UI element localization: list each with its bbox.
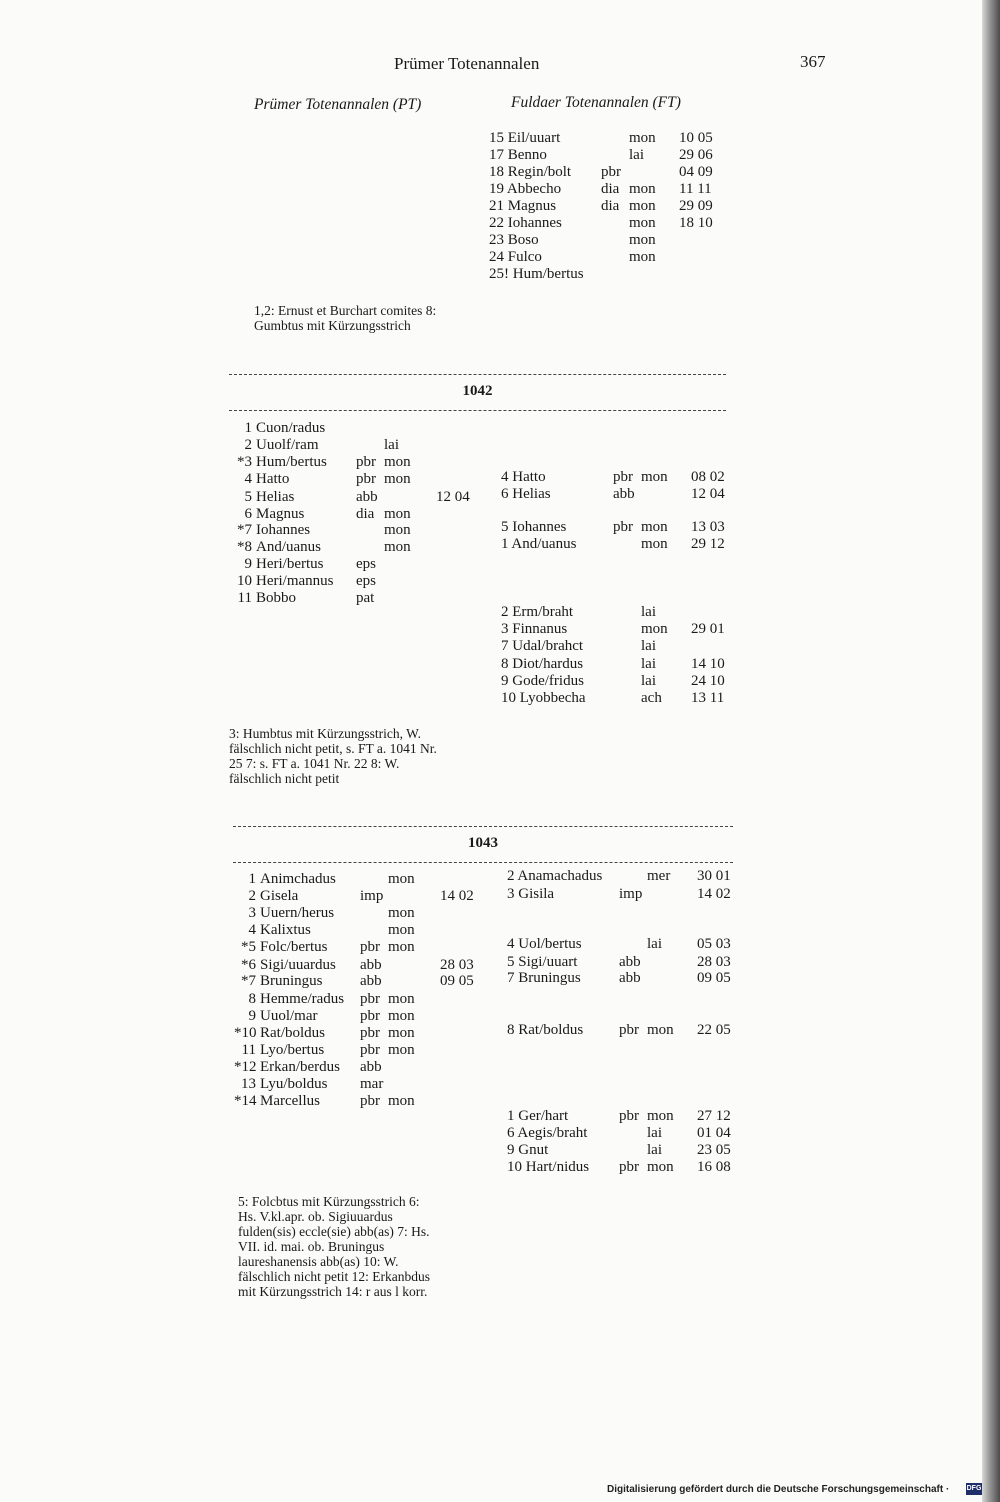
- pt-number: *6: [241, 957, 256, 973]
- ft-entry: [501, 486, 761, 503]
- ft-name: 9 Gnut: [507, 1142, 549, 1158]
- footnote-line: fälschlich nicht petit 12: Erkanbdus: [238, 1269, 430, 1284]
- pt-number: 4: [244, 471, 252, 487]
- ft-entry: [489, 266, 749, 283]
- pt-name: Rat/boldus: [260, 1025, 326, 1041]
- ft-date: 12 04: [691, 486, 725, 502]
- pt-status: lai: [384, 437, 399, 453]
- ft-status: ach: [641, 690, 662, 706]
- pt-name: Gisela: [260, 888, 299, 904]
- footnote: [254, 303, 464, 333]
- separator-rule: [233, 862, 733, 863]
- pt-name: Heri/bertus: [256, 556, 324, 572]
- pt-entry: [230, 506, 480, 523]
- ft-rank: pbr: [613, 519, 633, 535]
- ft-status: mon: [647, 1159, 674, 1175]
- ft-name: 6 Aegis/braht: [507, 1125, 588, 1141]
- ft-entry: [489, 232, 749, 249]
- pt-rank: pbr: [360, 1008, 380, 1024]
- ft-name: 23 Boso: [489, 232, 539, 248]
- ft-date: 29 12: [691, 536, 725, 552]
- ft-entry: [507, 1125, 767, 1142]
- footnote: [238, 1194, 482, 1299]
- footnote-line: fälschlich nicht petit, s. FT a. 1041 Nr.: [229, 741, 437, 756]
- ft-entry: [507, 936, 767, 953]
- ft-entry: [507, 1159, 767, 1176]
- ft-entry: [489, 249, 749, 266]
- pt-entry: [230, 454, 480, 471]
- ft-name: 5 Iohannes: [501, 519, 567, 535]
- ft-entry: [501, 604, 761, 621]
- ft-status: mon: [629, 198, 656, 214]
- pt-name: Hum/bertus: [256, 454, 327, 470]
- pt-entry: [234, 1059, 484, 1076]
- ft-entry: [501, 638, 761, 655]
- pt-name: Sigi/uuardus: [260, 957, 336, 973]
- pt-rank: abb: [356, 489, 378, 505]
- ft-name: 21 Magnus: [489, 198, 557, 214]
- pt-rank: pbr: [360, 991, 380, 1007]
- ft-status: lai: [647, 936, 662, 952]
- pt-number: 6: [244, 506, 252, 522]
- pt-entry: [234, 1076, 484, 1093]
- ft-date: 16 08: [697, 1159, 731, 1175]
- footnote-line: 25 7: s. FT a. 1041 Nr. 22 8: W.: [229, 756, 400, 771]
- ft-name: 10 Hart/nidus: [507, 1159, 590, 1175]
- ft-date: 27 12: [697, 1108, 731, 1124]
- pt-name: Uuern/herus: [260, 905, 335, 921]
- pt-name: Marcellus: [260, 1093, 320, 1109]
- ft-name: 2 Erm/braht: [501, 604, 574, 620]
- pt-entry: [230, 420, 480, 437]
- ft-entry: [501, 536, 761, 553]
- ft-name: 1 Ger/hart: [507, 1108, 569, 1124]
- pt-name: Magnus: [256, 506, 305, 522]
- ft-name: 7 Udal/brahct: [501, 638, 584, 654]
- pt-status: mon: [388, 1093, 415, 1109]
- footnote-line: mit Kürzungsstrich 14: r aus l korr.: [238, 1284, 428, 1299]
- pt-number: 13: [241, 1076, 256, 1092]
- ft-status: mon: [629, 181, 656, 197]
- ft-name: 4 Hatto: [501, 469, 546, 485]
- ft-status: mon: [647, 1022, 674, 1038]
- pt-number: 2: [248, 888, 256, 904]
- pt-rank: abb: [360, 973, 382, 989]
- separator-rule: [233, 826, 733, 827]
- page-number: 367: [800, 52, 826, 71]
- ft-entry: [489, 215, 749, 232]
- ft-date: 23 05: [697, 1142, 731, 1158]
- ft-status: lai: [647, 1142, 662, 1158]
- ft-name: 7 Bruningus: [507, 970, 581, 986]
- ft-name: 22 Iohannes: [489, 215, 562, 231]
- footnote-line: 3: Humbtus mit Kürzungsstrich, W.: [229, 726, 421, 741]
- ft-date: 29 06: [679, 147, 713, 163]
- ft-date: 30 01: [697, 868, 731, 884]
- ft-entry: [507, 1022, 767, 1039]
- ft-date: 05 03: [697, 936, 731, 952]
- pt-number: 1: [248, 871, 256, 887]
- ft-date: 22 05: [697, 1022, 731, 1038]
- ft-status: lai: [641, 656, 656, 672]
- ft-date: 29 01: [691, 621, 725, 637]
- ft-rank: abb: [619, 954, 641, 970]
- pt-rank: pbr: [356, 471, 376, 487]
- ft-status: mon: [647, 1108, 674, 1124]
- pt-entry: [230, 539, 480, 556]
- ft-rank: dia: [601, 198, 620, 214]
- pt-name: Lyo/bertus: [260, 1042, 325, 1058]
- year-heading: 1043: [468, 835, 498, 851]
- pt-status: mon: [388, 939, 415, 955]
- ft-status: mon: [641, 469, 668, 485]
- pt-rank: mar: [360, 1076, 384, 1092]
- ft-date: 09 05: [697, 970, 731, 986]
- pt-number: 3: [248, 905, 256, 921]
- pt-status: mon: [388, 922, 415, 938]
- pt-entry: [230, 556, 480, 573]
- ft-status: mon: [629, 130, 656, 146]
- pt-status: mon: [388, 905, 415, 921]
- pt-entry: [234, 905, 484, 922]
- ft-entry: [501, 621, 761, 638]
- ft-status: lai: [641, 673, 656, 689]
- pt-number: *8: [237, 539, 252, 555]
- pt-name: Heri/mannus: [256, 573, 334, 589]
- pt-number: *5: [241, 939, 256, 955]
- ft-entry: [507, 1108, 767, 1125]
- pt-number: 9: [248, 1008, 256, 1024]
- pt-rank: pbr: [360, 1025, 380, 1041]
- ft-name: 15 Eil/uuart: [489, 130, 561, 146]
- pt-date: 09 05: [440, 973, 474, 989]
- ft-status: mon: [629, 232, 656, 248]
- footnote-line: VII. id. mai. ob. Bruningus: [238, 1239, 385, 1254]
- ft-entry: [507, 954, 767, 971]
- ft-date: 01 04: [697, 1125, 731, 1141]
- pt-date: 14 02: [440, 888, 474, 904]
- pt-number: *12: [234, 1059, 257, 1075]
- pt-number: *3: [237, 454, 252, 470]
- ft-date: 08 02: [691, 469, 725, 485]
- ft-name: 8 Diot/hardus: [501, 656, 584, 672]
- ft-rank: pbr: [613, 469, 633, 485]
- pt-rank: dia: [356, 506, 375, 522]
- pt-entry: [234, 939, 484, 956]
- pt-number: 11: [237, 590, 252, 606]
- ft-date: 10 05: [679, 130, 713, 146]
- pt-number: *10: [234, 1025, 257, 1041]
- pt-rank: pbr: [356, 454, 376, 470]
- ft-entry: [489, 130, 749, 147]
- ft-rank: pbr: [601, 164, 621, 180]
- pt-entry: [234, 957, 484, 974]
- ft-name: 25! Hum/bertus: [489, 266, 584, 282]
- pt-entry: [234, 1042, 484, 1059]
- pt-name: Animchadus: [260, 871, 336, 887]
- pt-entry: [234, 922, 484, 939]
- pt-rank: pbr: [360, 939, 380, 955]
- pt-name: Cuon/radus: [256, 420, 326, 436]
- ft-name: 18 Regin/bolt: [489, 164, 572, 180]
- ft-date: 11 11: [679, 181, 712, 197]
- ft-rank: pbr: [619, 1108, 639, 1124]
- pt-rank: eps: [356, 556, 376, 572]
- ft-name: 8 Rat/boldus: [507, 1022, 584, 1038]
- pt-entry: [234, 888, 484, 905]
- pt-rank: eps: [356, 573, 376, 589]
- ft-entry: [501, 519, 761, 536]
- ft-name: 24 Fulco: [489, 249, 542, 265]
- pt-status: mon: [384, 454, 411, 470]
- pt-rank: pat: [356, 590, 375, 606]
- pt-status: mon: [384, 539, 411, 555]
- pt-number: 10: [237, 573, 252, 589]
- pt-date: 28 03: [440, 957, 474, 973]
- footnote-line: laureshanensis abb(as) 10: W.: [238, 1254, 399, 1269]
- pt-entry: [234, 1025, 484, 1042]
- pt-number: 1: [244, 420, 252, 436]
- pt-status: mon: [384, 471, 411, 487]
- footnote-line: 5: Folcbtus mit Kürzungsstrich 6:: [238, 1194, 420, 1209]
- pt-number: 11: [241, 1042, 256, 1058]
- pt-rank: abb: [360, 957, 382, 973]
- ft-status: mon: [629, 249, 656, 265]
- pt-entry: [230, 471, 480, 488]
- ft-rank: abb: [619, 970, 641, 986]
- ft-name: 9 Gode/fridus: [501, 673, 584, 689]
- ft-name: 3 Gisila: [507, 886, 555, 902]
- pt-date: 12 04: [436, 489, 470, 505]
- ft-entry: [501, 690, 761, 707]
- separator-rule: [229, 410, 726, 411]
- pt-entry: [230, 590, 480, 607]
- pt-status: mon: [388, 871, 415, 887]
- column-heading-ft: Fuldaer Totenannalen (FT): [511, 94, 681, 111]
- column-heading-pt: Prümer Totenannalen (PT): [254, 96, 422, 113]
- pt-number: *7: [241, 973, 256, 989]
- ft-rank: pbr: [619, 1022, 639, 1038]
- pt-name: Iohannes: [256, 522, 311, 538]
- pt-entry: [234, 991, 484, 1008]
- dfg-funding-notice: Digitalisierung gefördert durch die Deutsche Forschungsgemeinschaft ·: [607, 1484, 950, 1495]
- footnote-line: Hs. V.kl.apr. ob. Sigiuuardus: [238, 1209, 393, 1224]
- ft-status: lai: [641, 604, 656, 620]
- pt-status: mon: [384, 506, 411, 522]
- pt-status: mon: [388, 991, 415, 1007]
- pt-entry: [230, 573, 480, 590]
- separator-rule: [229, 374, 726, 375]
- pt-rank: pbr: [360, 1093, 380, 1109]
- pt-name: Folc/bertus: [260, 939, 328, 955]
- ft-status: mer: [647, 868, 671, 884]
- pt-entry: [230, 489, 480, 506]
- ft-entry: [507, 868, 767, 885]
- ft-status: mon: [641, 536, 668, 552]
- ft-rank: abb: [613, 486, 635, 502]
- ft-status: lai: [629, 147, 644, 163]
- pt-status: mon: [388, 1008, 415, 1024]
- pt-name: Uuol/mar: [260, 1008, 318, 1024]
- pt-name: Helias: [256, 489, 295, 505]
- pt-number: *14: [234, 1093, 257, 1109]
- pt-number: 5: [244, 489, 252, 505]
- pt-name: Uuolf/ram: [256, 437, 319, 453]
- ft-date: 14 10: [691, 656, 725, 672]
- ft-rank: imp: [619, 886, 643, 902]
- footnote-line: Gumbtus mit Kürzungsstrich: [254, 318, 411, 333]
- pt-entry: [230, 522, 480, 539]
- ft-entry: [489, 198, 749, 215]
- ft-date: 13 11: [691, 690, 725, 706]
- ft-entry: [489, 147, 749, 164]
- ft-name: 19 Abbecho: [489, 181, 562, 197]
- ft-rank: pbr: [619, 1159, 639, 1175]
- pt-entry: [234, 1008, 484, 1025]
- ft-date: 04 09: [679, 164, 713, 180]
- pt-entry: [230, 437, 480, 454]
- pt-name: And/uanus: [256, 539, 321, 555]
- ft-date: 14 02: [697, 886, 731, 902]
- pt-name: Bruningus: [260, 973, 323, 989]
- ft-date: 29 09: [679, 198, 713, 214]
- ft-status: mon: [629, 215, 656, 231]
- pt-name: Erkan/berdus: [260, 1059, 340, 1075]
- pt-rank: abb: [360, 1059, 382, 1075]
- ft-name: 2 Anamachadus: [507, 868, 603, 884]
- ft-entry: [501, 673, 761, 690]
- ft-date: 13 03: [691, 519, 725, 535]
- ft-name: 4 Uol/bertus: [507, 936, 582, 952]
- pt-rank: pbr: [360, 1042, 380, 1058]
- ft-entry: [489, 181, 749, 198]
- pt-rank: imp: [360, 888, 384, 904]
- running-title: Prümer Totenannalen: [394, 54, 540, 73]
- pt-number: 4: [248, 922, 256, 938]
- pt-name: Lyu/boldus: [260, 1076, 328, 1092]
- pt-entry: [234, 973, 484, 990]
- ft-status: mon: [641, 621, 668, 637]
- pt-status: mon: [388, 1025, 415, 1041]
- pt-number: 8: [248, 991, 256, 1007]
- ft-name: 5 Sigi/uuart: [507, 954, 578, 970]
- ft-name: 17 Benno: [489, 147, 547, 163]
- ft-date: 28 03: [697, 954, 731, 970]
- pt-number: 2: [244, 437, 252, 453]
- ft-name: 1 And/uanus: [501, 536, 577, 552]
- ft-name: 10 Lyobbecha: [501, 690, 586, 706]
- ft-name: 3 Finnanus: [501, 621, 568, 637]
- ft-status: lai: [641, 638, 656, 654]
- footnote-line: fulden(sis) eccle(sie) abb(as) 7: Hs.: [238, 1224, 430, 1239]
- pt-entry: [234, 1093, 484, 1110]
- ft-entry: [507, 970, 767, 987]
- pt-name: Kalixtus: [260, 922, 311, 938]
- ft-entry: [501, 469, 761, 486]
- ft-entry: [507, 1142, 767, 1159]
- pt-entry: [234, 871, 484, 888]
- ft-name: 6 Helias: [501, 486, 551, 502]
- pt-number: 9: [244, 556, 252, 572]
- ft-entry: [507, 886, 767, 903]
- year-heading: 1042: [462, 383, 493, 399]
- ft-date: 24 10: [691, 673, 725, 689]
- pt-name: Hatto: [256, 471, 290, 487]
- pt-name: Bobbo: [256, 590, 297, 606]
- ft-entry: [489, 164, 749, 181]
- pt-number: *7: [237, 522, 252, 538]
- footnote-line: 1,2: Ernust et Burchart comites 8:: [254, 303, 437, 318]
- pt-name: Hemme/radus: [260, 991, 345, 1007]
- dfg-logo: DFG: [966, 1483, 982, 1495]
- ft-entry: [501, 656, 761, 673]
- ft-date: 18 10: [679, 215, 713, 231]
- scan-edge: [982, 0, 1000, 1502]
- ft-rank: dia: [601, 181, 620, 197]
- pt-status: mon: [388, 1042, 415, 1058]
- pt-status: mon: [384, 522, 411, 538]
- footnote: [229, 726, 475, 786]
- ft-status: lai: [647, 1125, 662, 1141]
- ft-status: mon: [641, 519, 668, 535]
- footnote-line: fälschlich nicht petit: [229, 771, 340, 786]
